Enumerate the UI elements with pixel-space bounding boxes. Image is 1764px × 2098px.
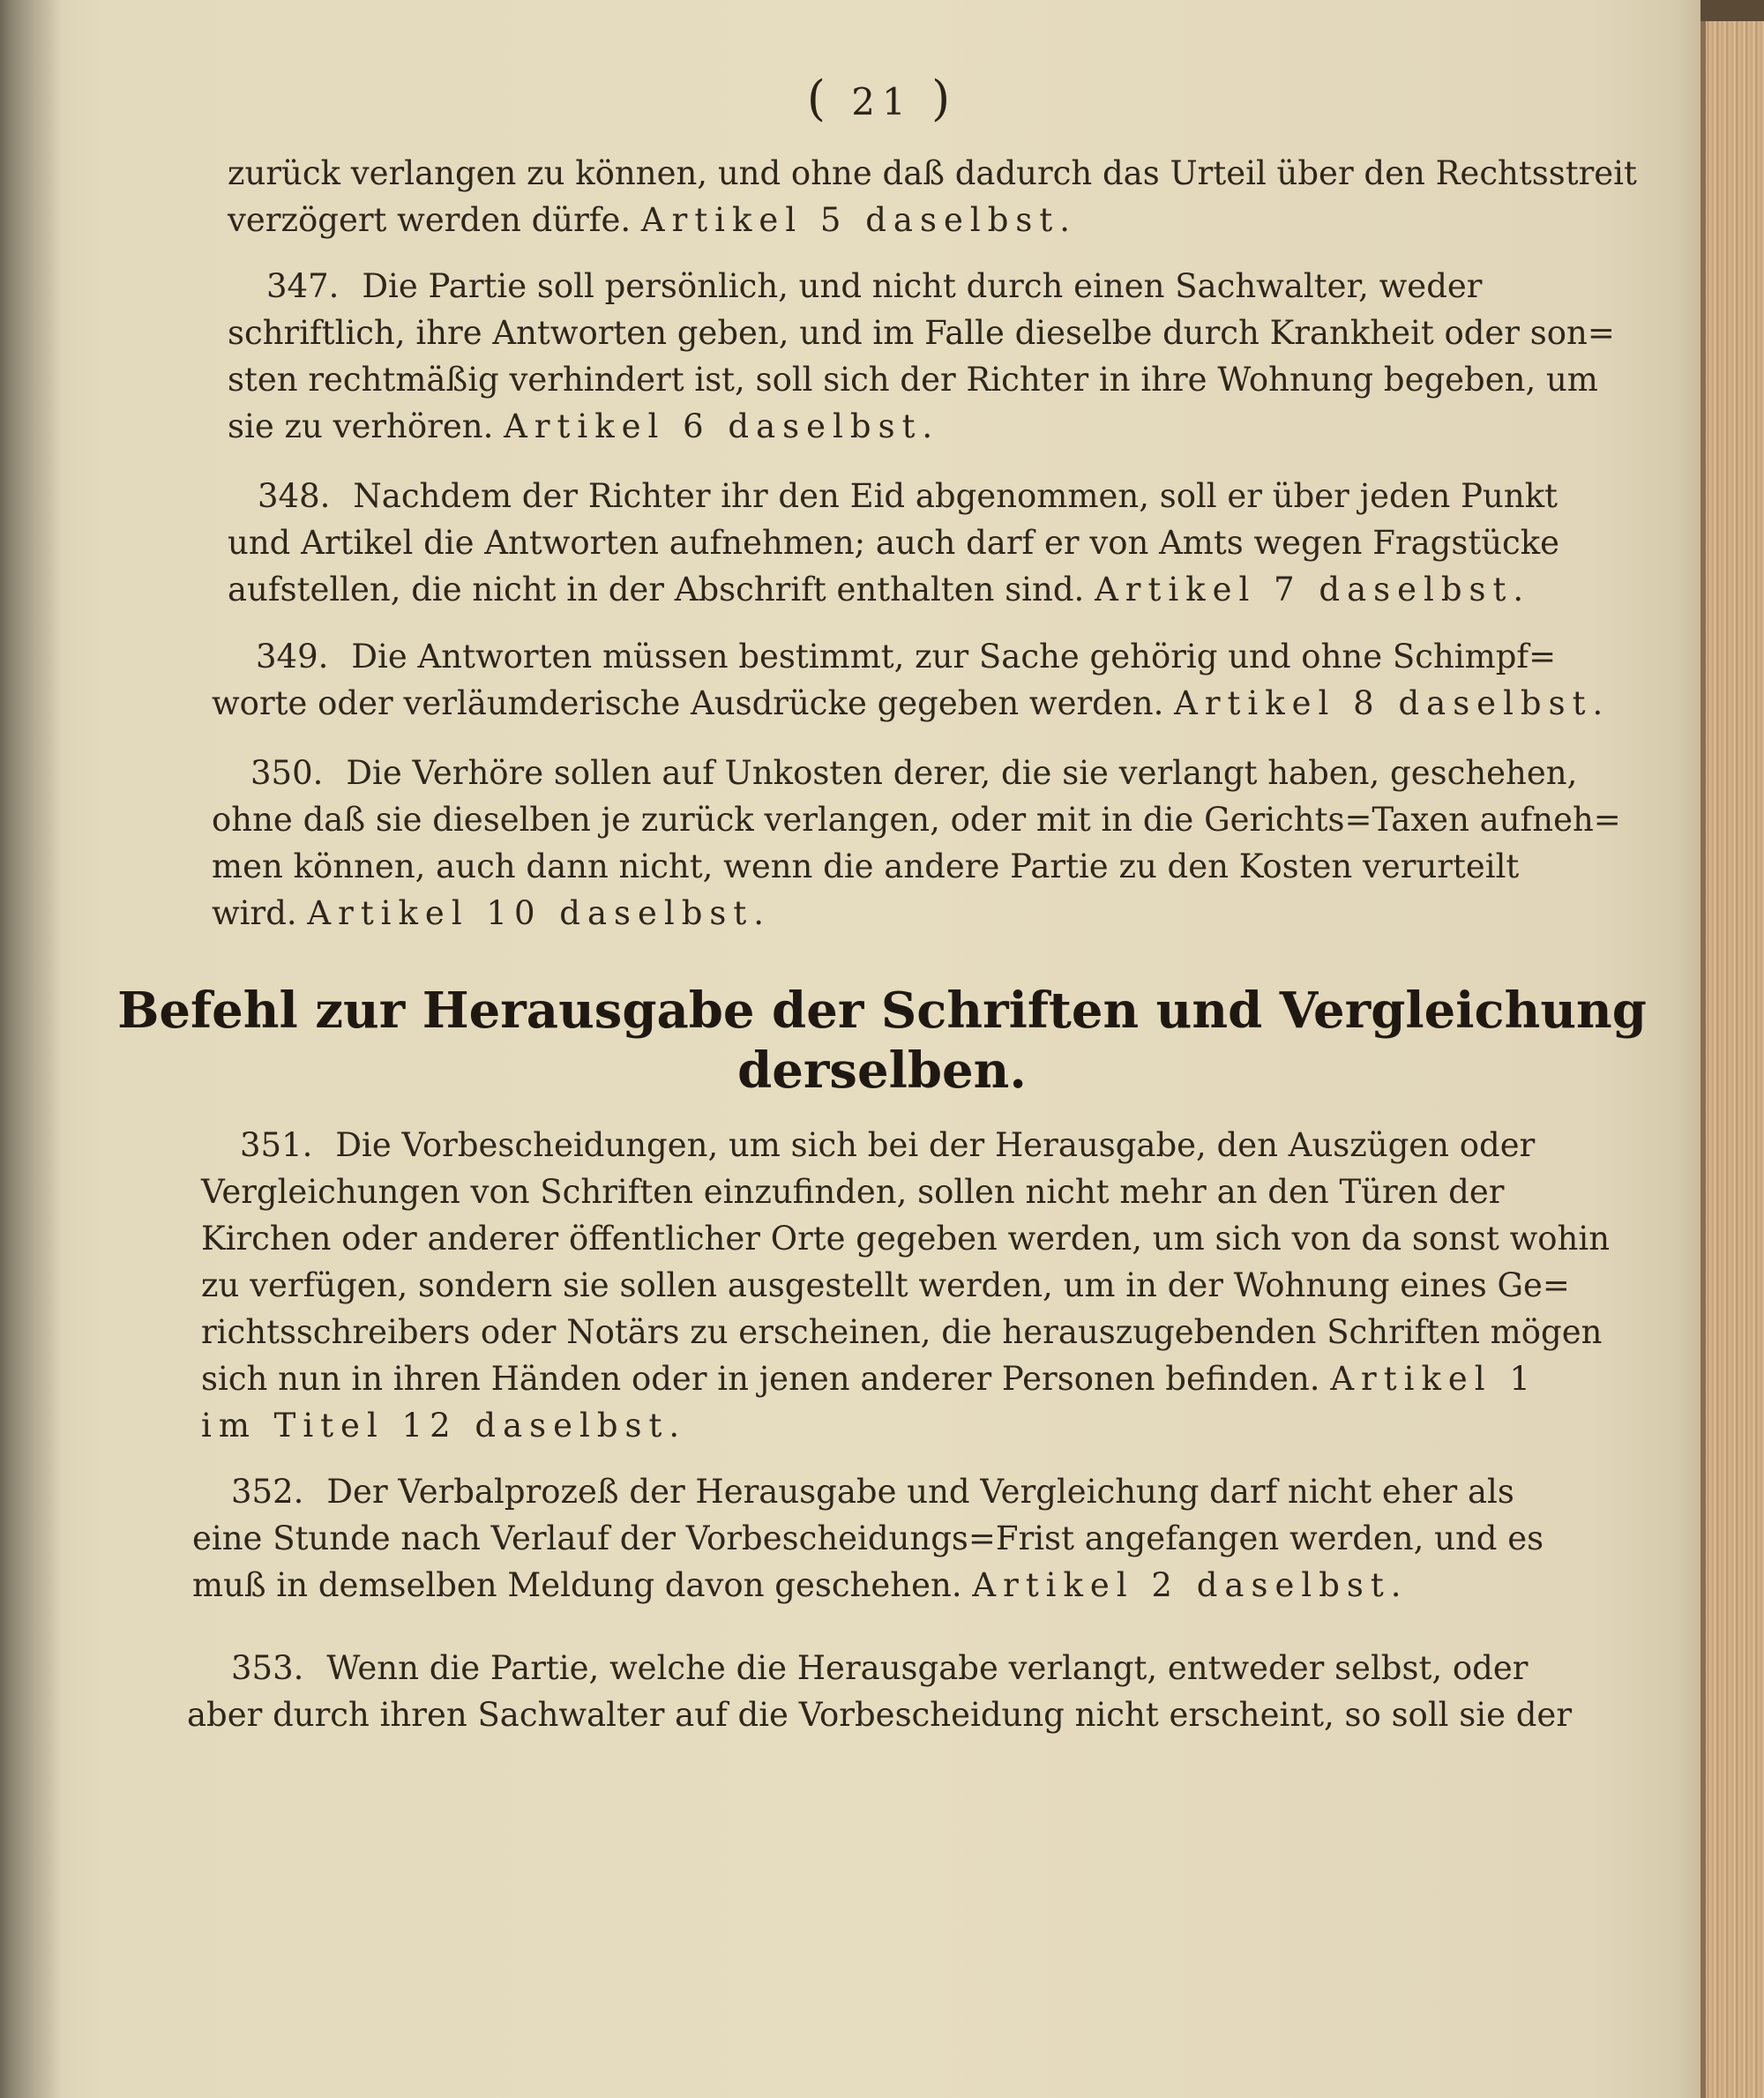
page-header <box>0 71 1764 126</box>
article-ref: Artikel 1 <box>1330 1360 1537 1398</box>
paragraph-line: Wenn die Partie, welche die Herausgabe verlangt, entweder selbst, oder <box>326 1649 1529 1687</box>
paragraph-line: sie zu verhören. <box>228 407 494 445</box>
paragraph-353 <box>187 1645 1572 1738</box>
paragraph-347 <box>228 263 1615 450</box>
paragraph-line: worte oder verläumderische Ausdrücke gegeben werden. <box>212 684 1164 722</box>
article-ref: Artikel 2 daselbst. <box>972 1566 1409 1604</box>
paragraph-line: eine Stunde nach Verlauf der Vorbescheidungs=Frist angefangen werden, und es <box>192 1519 1544 1557</box>
paragraph-349 <box>212 633 1610 727</box>
paragraph-line: Die Antworten müssen bestimmt, zur Sache gehörig und ohne Schimpf= <box>351 638 1557 676</box>
article-ref: Artikel 8 daselbst. <box>1174 684 1611 722</box>
section-heading <box>0 981 1764 1101</box>
heading-line: Befehl zur Herausgabe der Schriften und Vergleichung <box>117 982 1647 1040</box>
paragraph-line: aber durch ihren Sachwalter auf die Vorbescheidung nicht erscheint, so soll sie der <box>187 1696 1573 1734</box>
paren-right: ) <box>931 71 958 126</box>
paragraph-number: 350. <box>250 754 324 792</box>
paragraph-line: sich nun in ihren Händen oder in jenen anderer Personen befinden. <box>201 1360 1320 1398</box>
paragraph-line: Nachdem der Richter ihr den Eid abgenommen, soll er über jeden Punkt <box>353 477 1558 515</box>
article-ref-line: im Titel 12 daselbst. <box>201 1407 687 1445</box>
paragraph-number: 352. <box>231 1473 304 1511</box>
paragraph-line: Vergleichungen von Schriften einzufinden, sollen nicht mehr an den Türen der <box>201 1173 1505 1211</box>
paragraph-line: richtsschreibers oder Notärs zu erscheinen, die herauszugebenden Schriften mögen <box>201 1313 1603 1351</box>
page-number: 21 <box>851 80 913 123</box>
paragraph-line: zu verfügen, sondern sie sollen ausgestellt werden, um in der Wohnung eines Ge= <box>201 1266 1570 1304</box>
paragraph-line: Der Verbalprozeß der Herausgabe und Vergleichung darf nicht eher als <box>326 1473 1514 1511</box>
paragraph-348 <box>228 473 1559 613</box>
article-ref: Artikel 5 daselbst. <box>640 201 1077 239</box>
paragraph-350 <box>212 750 1621 937</box>
paragraph-line: wird. <box>212 894 297 932</box>
paragraph-number: 348. <box>258 477 331 515</box>
paragraph-number: 349. <box>256 638 329 676</box>
page-edges-top <box>1700 0 1764 21</box>
article-ref: Artikel 10 daselbst. <box>307 894 772 932</box>
paragraph-line: Die Verhöre sollen auf Unkosten derer, die sie verlangt haben, geschehen, <box>346 754 1578 792</box>
paragraph-line: men können, auch dann nicht, wenn die andere Partie zu den Kosten verurteilt <box>212 847 1520 885</box>
paragraph-line: schriftlich, ihre Antworten geben, und im Falle dieselbe durch Krankheit oder son= <box>228 314 1615 352</box>
continuation-block <box>228 150 1637 243</box>
paragraph-number: 353. <box>231 1649 304 1687</box>
continuation-line: verzögert werden dürfe. Artikel 5 daselbst. <box>228 201 1077 239</box>
paragraph-line: Kirchen oder anderer öffentlicher Orte gegeben werden, um sich von da sonst wohin <box>201 1220 1611 1258</box>
paragraph-351 <box>201 1122 1610 1449</box>
continuation-line: zurück verlangen zu können, und ohne daß dadurch das Urteil über den Rechtsstreit <box>228 154 1637 192</box>
paragraph-line: Die Partie soll persönlich, und nicht durch einen Sachwalter, weder <box>362 267 1483 305</box>
paragraph-line: und Artikel die Antworten aufnehmen; auch darf er von Amts wegen Fragstücke <box>228 524 1560 562</box>
paren-left: ( <box>806 71 833 126</box>
paragraph-line: Die Vorbescheidungen, um sich bei der Herausgabe, den Auszügen oder <box>335 1126 1536 1164</box>
paragraph-352 <box>192 1468 1544 1609</box>
paragraph-line: ohne daß sie dieselben je zurück verlangen, oder mit in die Gerichts=Taxen aufneh= <box>212 801 1621 839</box>
paragraph-line: sten rechtmäßig verhindert ist, soll sich der Richter in ihre Wohnung begeben, um <box>228 361 1598 399</box>
article-ref: Artikel 6 daselbst. <box>504 407 940 445</box>
article-ref: Artikel 7 daselbst. <box>1095 571 1531 608</box>
paragraph-line: aufstellen, die nicht in der Abschrift enthalten sind. <box>228 571 1085 608</box>
paragraph-line: muß in demselben Meldung davon geschehen. <box>192 1566 962 1604</box>
paragraph-number: 347. <box>266 267 340 305</box>
heading-line: derselben. <box>737 1042 1027 1100</box>
paragraph-number: 351. <box>240 1126 313 1164</box>
